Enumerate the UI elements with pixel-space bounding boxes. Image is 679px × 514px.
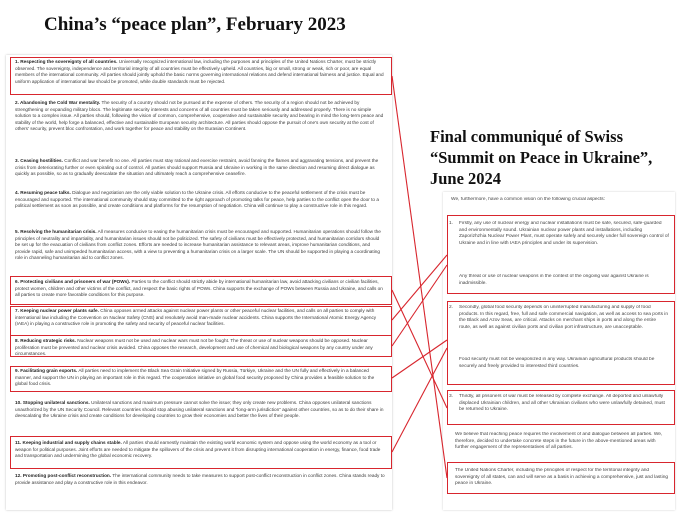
connector-point6-item3 <box>392 290 447 408</box>
communique-item-2: Secondly, global food security depends on uninterrupted manufacturing and supply of food products. In this regard, free, full and safe commercial navigation, as well as access to sea ports in the Black and Azov Seas, are critical. Attacks on merchant ships in ports and along the entire route, as well as against civilian ports and civilian port infrastructure, are unacceptable. <box>459 305 669 330</box>
point-body: Parties to the conflict should strictly abide by international humanitarian law, avoid attacking civilians or civilian facilities, protect women, children and other victims of the conflict, and respect the basic rights of POWs. China supports the exchange of POWs between Russia and Ukraine, and calls on all parties to create more favorable conditions for this purpose. <box>15 279 383 298</box>
communique-closing: The United Nations Charter, including the principles of respect for the territorial integrity and sovereignty of all states, can and will serve as a basis in achieving a comprehensive, just and lasting peace in Ukraine. <box>455 468 669 487</box>
point-body: Nuclear weapons must not be used and nuclear wars must not be fought. The threat or use of nuclear weapons should be opposed. Nuclear proliferation must be prevented and nuclear crisis avoided. China opposes the research, development and use of chemical and biological weapons by any country under any circumstances. <box>15 338 373 357</box>
point-body: Dialogue and negotiation are the only viable solution to the Ukraine crisis. All efforts conducive to the peaceful settlement of the crisis must be encouraged and supported. The international community should stay committed to the right approach of promoting talks for peace, help parties to the conflict open the door to a political settlement as soon as possible, and create conditions and platforms for the resumption of negotiation. China will continue to play a constructive role in this regard. <box>15 190 379 209</box>
point-heading: 8. Reducing strategic risks. <box>15 338 76 343</box>
communique-item-2-b: Food security must not be weaponized in any way. Ukrainian agricultural products should be securely and freely provided to interested third countries. <box>459 357 655 369</box>
point-body: All parties need to implement the Black Sea Grain Initiative signed by Russia, Türkiye, Ukraine and the UN fully and effectively in a balanced manner, and support the UN in playing an important role in this regard. The cooperation initiative on global food security proposed by China provides a feasible solution to the global food crisis. <box>15 368 375 387</box>
communique-item-3: Thirdly, all prisoners of war must be released by complete exchange. All deported and unlawfully displaced Ukrainian children, and all other Ukrainian civilians who were unlawfully detained, must be returned to Ukraine. <box>459 394 665 413</box>
point-body: The security of a country should not be pursued at the expense of others. The security of a region should not be achieved by strengthening or expanding military blocs. The legitimate security interests and concerns of all countries must be taken seriously and addressed properly. There is no simple solution to a complex issue. All parties should, following the vision of common, comprehensive, cooperative and sustainable security and bearing in mind the long-term peace and stability of the world, help forge a balanced, effective and sustainable European security architecture. All parties should oppose the pursuit of one's own security at the cost of others' security, prevent bloc confrontation, and work together for peace and stability on the Eurasian Continent. <box>15 100 384 132</box>
point-body: China opposes armed attacks against nuclear power plants or other peaceful nuclear facilities, and calls on all parties to comply with international law including the Convention on Nuclear Safety (CNS) and resolutely avoid man-made nuclear accidents. China supports the International Atomic Energy Agency (IAEA) in playing a constructive role in promoting the safety and security of peaceful nuclear facilities. <box>15 308 377 327</box>
connector-point11-item2 <box>392 348 447 452</box>
point-heading: 9. Facilitating grain exports. <box>15 368 78 373</box>
point-heading: 5. Resolving the humanitarian crisis. <box>15 229 97 234</box>
item-number: 3. <box>449 394 454 399</box>
connector-point9-item2 <box>392 340 447 378</box>
point-body: All measures conducive to easing the humanitarian crisis must be encouraged and supported. Humanitarian operations should follow the principles of neutrality and impartiality, and humanitarian issues should not be politicized. The safety of civilians must be effectively protected, and humanitarian corridors should be set up for the evacuation of civilians from conflict zones. Efforts are needed to increase humanitarian assistance to relevant areas, improve humanitarian conditions, and provide rapid, safe and unimpeded humanitarian access, with a view to preventing a humanitarian crisis on a larger scale. The UN should be supported in playing a coordinating role in channeling humanitarian aid to conflict zones. <box>15 229 381 261</box>
point-heading: 4. Resuming peace talks. <box>15 190 71 195</box>
item-number: 1. <box>449 221 454 226</box>
point-heading: 12. Promoting post-conflict reconstruction. <box>15 473 112 478</box>
point-body: Unilateral sanctions and maximum pressure cannot solve the issue; they only create new problems. China opposes unilateral sanctions unauthorized by the UN Security Council. Relevant countries should stop abusing unilateral sanctions and “long-arm jurisdiction” against other countries, so as to do their share in deescalating the Ukraine crisis and create conditions for developing countries to grow their economies and better the lives of their people. <box>15 400 384 419</box>
left-title: China’s “peace plan”, February 2023 <box>44 14 346 35</box>
communique-item-1: Firstly, any use of nuclear energy and nuclear installations must be safe, secured, safe-guarded and environmentally sound. Ukrainian nuclear power plants and installations, including Zaporizhzhia Nuclear Power Plant, must operate safely and securely under full sovereign control of Ukraine and in line with IAEA principles and under its supervision. <box>459 221 669 246</box>
communique-intro: We, furthermore, have a common vision on the following crucial aspects: <box>451 197 606 202</box>
point-heading: 6. Protecting civilians and prisoners of war (POWs). <box>15 279 131 284</box>
point-heading: 2. Abandoning the Cold War mentality. <box>15 100 101 105</box>
point-body: The international community needs to take measures to support post-conflict reconstruction in conflict zones. China stands ready to provide assistance and play a constructive role in this endeavor. <box>15 473 385 485</box>
communique-outro: We believe that reaching peace requires the involvement of and dialogue between all parties. We, therefore, decided to undertake concrete steps in the future in the above-mentioned areas with further engagement of the representatives of all parties. <box>455 432 663 451</box>
communique-item-1-b: Any threat or use of nuclear weapons in the context of the ongoing war against Ukraine is inadmissible. <box>459 274 649 286</box>
point-heading: 7. Keeping nuclear power plants safe. <box>15 308 99 313</box>
point-body: Universally recognized international law, including the purposes and principles of the United Nations Charter, must be strictly observed. The sovereignty, independence and territorial integrity of all countries must be effectively upheld. All countries, big or small, strong or weak, rich or poor, are equal members of the international community. All parties should jointly uphold the basic norms governing international relations and defend international fairness and justice. Equal and uniform application of international law should be promoted, while double standards must be rejected. <box>15 59 384 84</box>
point-heading: 3. Ceasing hostilities. <box>15 158 63 163</box>
point-body: All parties should earnestly maintain the existing world economic system and oppose using the world economy as a tool or weapon for political purposes. Joint efforts are needed to mitigate the spillovers of the crisis and prevent it from disrupting international cooperation in energy, finance, food trade and transportation and undermining the global economic recovery. <box>15 440 381 459</box>
point-heading: 10. Stopping unilateral sanctions. <box>15 400 90 405</box>
right-title: Final communiqué of Swiss “Summit on Peace in Ukraine”, June 2024 <box>430 127 653 188</box>
point-body: Conflict and war benefit no one. All parties must stay rational and exercise restraint, avoid fanning the flames and aggravating tensions, and prevent the crisis from deteriorating further or even spiraling out of control. All parties should support Russia and Ukraine in working in the same direction and resuming direct dialogue as quickly as possible, so as to gradually deescalate the situation and ultimately reach a comprehensive ceasefire. <box>15 158 379 177</box>
connector-point7-item1 <box>392 255 447 320</box>
item-number: 2. <box>449 305 454 310</box>
point-heading: 11. Keeping industrial and supply chains stable. <box>15 440 122 445</box>
point-heading: 1. Respecting the sovereignty of all countries. <box>15 59 118 64</box>
